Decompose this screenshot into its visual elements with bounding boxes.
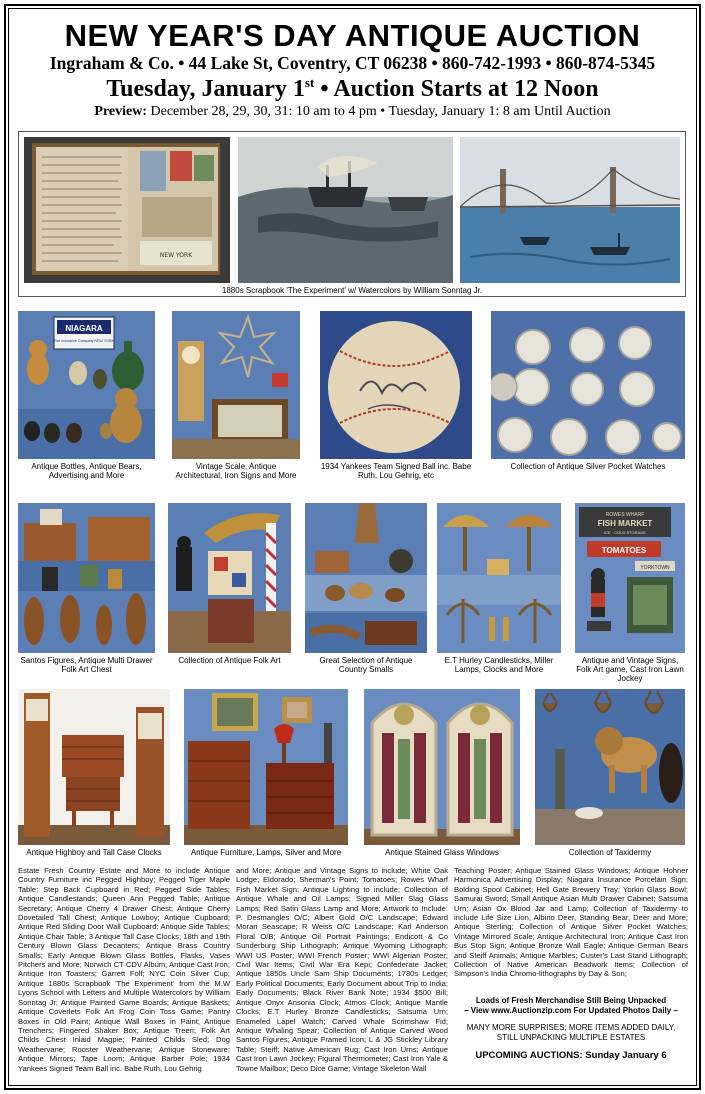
caption-country-smalls: Great Selection of Antique Country Smalls (319, 656, 413, 674)
caption-santos-chest: Santos Figures, Antique Multi Drawer Folk Art Chest (20, 656, 153, 674)
niagara-sign-text: NIAGARA (65, 324, 103, 333)
caption-signs-jockey: Antique and Vintage Signs, Folk Art game, Cast Iron Lawn Jockey (576, 656, 684, 683)
scale-architectural-photo (172, 311, 300, 459)
watercolor-ships-photo (238, 137, 453, 283)
date-sup: st (304, 75, 315, 90)
caption-stained-glass: Antique Stained Glass Windows (385, 848, 499, 857)
watercolor-bridge-photo (460, 137, 680, 283)
more-surprises-notice (454, 1023, 688, 1043)
caption-furniture-lamps: Antique Furniture, Lamps, Silver and More (190, 848, 342, 857)
taxidermy-photo (535, 689, 685, 845)
page-title: NEW YEAR'S DAY ANTIQUE AUCTION (64, 18, 641, 53)
signed-baseball-photo (320, 311, 472, 459)
caption-bottles-bears: Antique Bottles, Antique Bears, Advertising and More (31, 462, 142, 480)
signs-jockey-photo (575, 503, 685, 653)
loads-line-2: – View www.Auctionzip.com For Updated Photos Daily – (464, 1006, 678, 1015)
auction-date (0, 75, 705, 103)
candlesticks-lamps-photo (437, 503, 561, 653)
featured-caption: 1880s Scrapbook 'The Experiment' w/ Watercolors by William Sonntag Jr. (221, 286, 483, 295)
more-line-1: MANY MORE SURPRISES; MORE ITEMS ADDED DAILY, (466, 1023, 676, 1032)
furniture-lamps-photo (184, 689, 348, 845)
scrapbook-label: NEW YORK (159, 252, 193, 259)
caption-signed-baseball: 1934 Yankees Team Signed Ball inc. Babe Ruth, Lou Gehrig, etc (320, 462, 472, 480)
scrapbook-photo (24, 137, 230, 283)
preview-label: Preview: (94, 104, 147, 119)
caption-pocket-watches: Collection of Antique Silver Pocket Watches (510, 462, 666, 471)
caption-folk-art: Collection of Antique Folk Art (178, 656, 281, 665)
preview-text: December 28, 29, 30, 31: 10 am to 4 pm • Tuesday, January 1: 8 am Until Auction (147, 104, 611, 119)
yorktown-sign-text: YORKTOWN (640, 565, 670, 571)
caption-taxidermy: Collection of Taxidermy (568, 848, 652, 857)
country-smalls-photo (305, 503, 427, 653)
upcoming-auctions: UPCOMING AUCTIONS: Sunday January 6 (475, 1050, 667, 1061)
address-line: Ingraham & Co. • 44 Lake St, Coventry, CT 06238 • 860-742-1993 • 860-874-5345 (49, 53, 656, 73)
fish-market-line1: ROWES WHARF (605, 512, 645, 518)
loads-notice (454, 996, 688, 1016)
date-prefix: Tuesday, January 1 (106, 76, 305, 102)
caption-highboy-clocks: Antique Highboy and Tall Case Clocks (26, 848, 162, 857)
listing-column-3: Teaching Poster; Antique Stained Glass Windows; Antique Hohner Harmonica Advertising Display; Niagara Insurance Porcelain Sign; Bolding Spool Cabinet; Hell Gate Brewery Tray; Yorkin Glass Bowl; Samurai Sword; Small Antique Asian Multi Drawer Cabinet; Satsuma Urn; Asian Ox Blood Jar and Lamp; Collection of Taxidermy to include Life Size Lion, Albino Deer, Standing Bear, Deer and More; Antique Sterling; Collection of Antique Silver Pocket Watches; Vintage Mirrored Scale; Antique Architectural Iron; Antique Cast Iron Bus Stop Sign; Antique Bronze Wall Eagle; Antique German Bears and Steiff Animals; Antique Marbles; Custer's Last Stand Lithograph; Collection of Native American Beadwork Items; Collection of Simpson's India Chromo-lithographs by Day & Son; (454, 866, 688, 979)
loads-line-1: Loads of Fresh Merchandise Still Being Unpacked (475, 996, 667, 1005)
caption-candlesticks-lamps: E.T Hurley Candlesticks, Miller Lamps, Clocks and More (444, 656, 554, 674)
folk-art-photo (168, 503, 291, 653)
niagara-sign-subtext: Fire Insurance Company NEW YORK (54, 339, 114, 343)
fish-market-line3: ICE · COLD STORAGE (604, 530, 646, 535)
date-suffix: • Auction Starts at 12 Noon (314, 76, 599, 102)
stained-glass-photo (364, 689, 520, 845)
pocket-watches-photo (491, 311, 685, 459)
listing-column-2: and More; Antique and Vintage Signs to include; White Oak Lodge; Eldorado; Sherman's Point; Tomatoes; Rowes Wharf Fish Market Sign; Antique Lighting to include; Collection of Antique Whale and Oil Lamps; Signed Miller Slag Glass Lamps; Red Satin Glass Lamp and More; Artwork to Include: P. Desmangles O/C; Albert Gold O/C Landscape; Edward Moran Seascape; R Weiss O/C Landscape; Karl Anderson Floral O/B; Antique Oil Portrait Paintings; Endicott & Co Sunderburg Ship Lithograph; Antique Wyoming Lithograph; WWI US Poster; WWI French Poster; WWI Algerian Poster; Civil War Items; Civil War Era Kepi; Confederate Jacket; Antique 1850s Uncle Sam Ship Documents; 1780s Ledger; Early Political Documents; Early Document about Trip to India; Early Documents; Black River Bank Note; 1934 $500 Bill; Antique Onyx Ansonia Clock; Atmos Clock; Antique Mantle Clocks; E.T Hurley Bronze Candlesticks; Satsuma Urn; Enameled Lapel Watch; Carved Whale Scrimshaw Fid; Antique Whaling Spear; Collection of Antique Carved Wood Santos Figures; Antique Framed Icon; L & JG Stickley Library Table; Steiff; Native American Rug; Cast Iron Urns; Antique Cast Iron Lawn Jockey; Figural Thermometer; Cast Iron Yale & Towne Mailbox; Deco Dice Game; Vintage Skeleton Wall (236, 866, 448, 1073)
highboy-clocks-photo (18, 689, 170, 845)
preview-times (0, 104, 705, 120)
bottles-bears-photo (18, 311, 155, 459)
more-line-2: STILL UNPACKING MULTIPLE ESTATES (496, 1033, 646, 1042)
listing-column-1: Estate Fresh Country Estate and More to include Antique Country Furniture inc Pegged Highboy; Pegged Tiger Maple Table; Step Back Cupboard in Red; Pegged Side Tables; Antique Candlestands; Queen Ann Pegged Table; Antique Secretary; Antique Cherry 4 Drawer Chest; Antique Cherry Dovetailed Tall Chest; Antique Lowboy; Antique Cupboard; Antique Red Sliding Door Wall Cupboard; Antique Side Tables; Antique Chair Table; 3 Antique Tall Case Clocks; 18th and 19th Century Blown Glass Decanters; Antique Brass Country Smalls; Early Antique Blown Glass Bottles, Flasks, Vases Pitchers and More; Norwich CT CDV Album; Antique Cast Iron; Antique Iron Toasters; Garrett Folf; NYC Coin Silver Cup; Antique 1880s Scrapbook 'The Experiment' from the M.W Lyons School with Letters and Multiple Watercolors by William Sonntag Jr; Antique Painted Game Boards; Antique Baskets; Antique Coverlets Folk Art Frog Coin Toss Game; Pantry Boxes in Old Paint; Antique Wall Boxes in Paint; Antique Trenchers; Fingered Shaker Box; Antique Treen; Folk Art Childs Chest Inlaid Magpie; Painted Childs Sled; Dog Weathervane; Rooster Weathervane; Antique Stoneware; Antique Mirrors; Tape Loom; Antique Barber Pole; 1934 Yankees Signed Team Ball inc. Babe Ruth, Lou Gehrig (18, 866, 230, 1073)
caption-scale-architectural: Vintage Scale, Antique Architectural, Iron Signs and More (175, 462, 297, 480)
fish-market-line2: FISH MARKET (597, 519, 653, 528)
tomatoes-sign-text: TOMATOES (601, 546, 647, 555)
santos-folk-chest-photo (18, 503, 155, 653)
